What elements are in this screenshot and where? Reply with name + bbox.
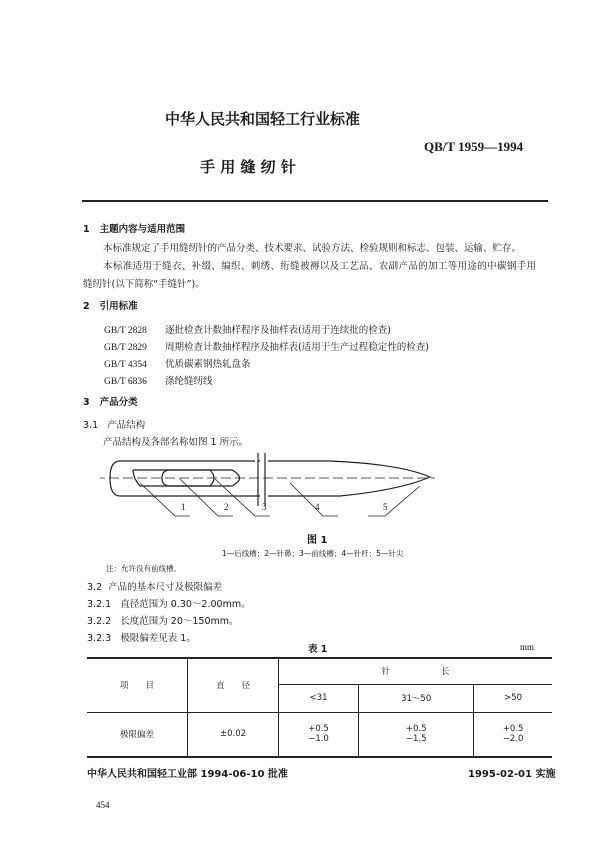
figure-label-3: 3 bbox=[262, 502, 267, 512]
ref-code: GB/T 2828 bbox=[104, 326, 147, 336]
figure-label-1: 1 bbox=[181, 502, 186, 512]
org-title: 中华人民共和国轻工行业标准 bbox=[165, 110, 361, 128]
document-title: 手 用 缝 纫 针 bbox=[200, 158, 296, 176]
upper-tolerance: +0.5 bbox=[405, 724, 427, 735]
ref-name: 逐批检查计数抽样程序及抽样表(适用于连续批的检查) bbox=[165, 325, 391, 336]
section-num: 3 bbox=[83, 397, 90, 408]
reference-item bbox=[104, 339, 429, 353]
paragraph: 本标准适用于缝衣、补缀、编织、刺绣、绗缝被褥以及工艺品、农副产品的加工等用途的中碳钢手用 bbox=[103, 261, 537, 272]
section-num: 3.2 bbox=[87, 582, 103, 593]
header-length: 针 长 bbox=[279, 658, 553, 684]
subheader-length-range: <31 bbox=[279, 684, 359, 712]
figure-label-5: 5 bbox=[383, 502, 388, 512]
section-num: 3.2.1 bbox=[87, 599, 112, 610]
section-num: 3.2.2 bbox=[87, 616, 112, 627]
section-1-heading bbox=[83, 221, 185, 235]
approval-date: 中华人民共和国轻工业部 1994-06-10 批准 bbox=[87, 769, 288, 780]
ref-name: 周期检查计数抽样程序及抽样表(适用于生产过程稳定性的检查) bbox=[165, 342, 429, 353]
tolerance-table bbox=[87, 657, 552, 758]
lower-tolerance: −1.5 bbox=[405, 734, 427, 745]
header-diameter: 直 径 bbox=[188, 658, 279, 712]
section-num: 2 bbox=[83, 301, 90, 312]
diameter-tolerance: ±0.02 bbox=[188, 712, 279, 757]
section-title: 产品分类 bbox=[99, 397, 138, 408]
subheader-length-range: >50 bbox=[474, 684, 552, 712]
table-row bbox=[87, 712, 552, 757]
table-title: 表 1 bbox=[308, 644, 328, 655]
section-text: 长度范围为 20～150mm。 bbox=[120, 616, 239, 627]
subsection-3-2-1 bbox=[87, 596, 251, 610]
section-title: 主题内容与适用范围 bbox=[99, 224, 186, 235]
section-text: 极限偏差见表 1。 bbox=[120, 633, 196, 644]
row-label: 极限偏差 bbox=[87, 712, 188, 757]
lower-tolerance: −2.0 bbox=[502, 734, 524, 745]
header-item: 项 目 bbox=[87, 658, 188, 712]
section-num: 3.2.3 bbox=[87, 633, 112, 644]
ref-code: GB/T 2829 bbox=[104, 343, 147, 353]
section-title: 引用标准 bbox=[99, 301, 138, 312]
section-3-heading bbox=[83, 394, 138, 408]
table-unit: mm bbox=[520, 642, 535, 652]
subsection-3-2-heading bbox=[87, 579, 222, 593]
reference-item bbox=[104, 373, 213, 387]
figure-caption: 1—后线槽；2—针鼻；3—前线槽；4—针杆；5—针尖 bbox=[222, 549, 404, 558]
figure-note: 注：允许没有前线槽。 bbox=[106, 564, 181, 573]
subsection-3-2-2 bbox=[87, 613, 239, 627]
ref-name: 涤纶缝纫线 bbox=[165, 376, 213, 387]
paragraph: 本标准规定了手用缝纫针的产品分类、技术要求、试验方法、检验规则和标志、包装、运输、贮存。 bbox=[103, 243, 522, 254]
standard-number: QB/T 1959—1994 bbox=[424, 139, 524, 154]
effective-date: 1995-02-01 实施 bbox=[468, 769, 556, 780]
upper-tolerance: +0.5 bbox=[502, 724, 524, 735]
lower-tolerance: −1.0 bbox=[308, 734, 329, 745]
upper-tolerance: +0.5 bbox=[308, 724, 329, 735]
subsection-3-1-heading bbox=[83, 417, 145, 431]
paragraph: 缝纫针(以下简称“手缝针”)。 bbox=[83, 279, 205, 290]
section-2-heading bbox=[83, 298, 138, 312]
ref-code: GB/T 4354 bbox=[104, 360, 147, 370]
reference-item bbox=[104, 322, 391, 336]
ref-name: 优质碳素钢热轧盘条 bbox=[165, 359, 251, 370]
figure-label-2: 2 bbox=[224, 502, 229, 512]
section-title: 产品结构 bbox=[107, 420, 146, 431]
section-num: 3.1 bbox=[83, 420, 99, 431]
figure-title: 图 1 bbox=[307, 535, 328, 546]
figure-label-4: 4 bbox=[315, 502, 320, 512]
needle-outline bbox=[110, 461, 430, 496]
ref-code: GB/T 6836 bbox=[104, 377, 147, 387]
header-rule bbox=[82, 200, 548, 202]
paragraph: 产品结构及各部名称如图 1 所示。 bbox=[103, 437, 249, 448]
section-text: 直径范围为 0.30～2.00mm。 bbox=[120, 599, 251, 610]
page-number: 454 bbox=[96, 800, 110, 810]
subheader-length-range: 31～50 bbox=[359, 684, 474, 712]
length-tolerance bbox=[359, 712, 474, 757]
length-tolerance bbox=[279, 712, 359, 757]
section-title: 产品的基本尺寸及极限偏差 bbox=[108, 582, 223, 593]
needle-figure bbox=[100, 450, 540, 520]
reference-item bbox=[104, 356, 251, 370]
section-num: 1 bbox=[83, 224, 90, 235]
length-tolerance bbox=[474, 712, 552, 757]
subsection-3-2-3 bbox=[87, 630, 196, 644]
